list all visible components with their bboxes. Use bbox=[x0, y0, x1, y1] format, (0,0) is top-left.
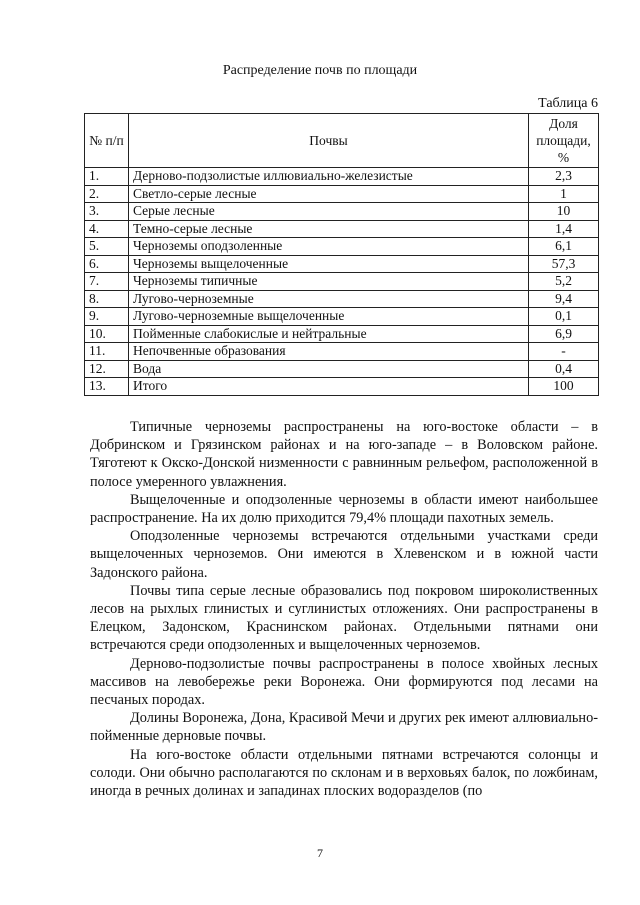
table-row bbox=[85, 238, 599, 256]
table-row bbox=[85, 185, 599, 203]
row-share: 6,1 bbox=[529, 238, 599, 256]
table-row bbox=[85, 273, 599, 291]
table-row bbox=[85, 220, 599, 238]
row-share: - bbox=[529, 343, 599, 361]
row-number: 12. bbox=[85, 360, 129, 378]
header-soils: Почвы bbox=[129, 114, 529, 168]
row-soil-name: Черноземы типичные bbox=[129, 273, 529, 291]
row-number: 11. bbox=[85, 343, 129, 361]
row-number: 3. bbox=[85, 203, 129, 221]
row-share: 57,3 bbox=[529, 255, 599, 273]
table-header-row bbox=[85, 114, 599, 168]
paragraph: На юго-востоке области отдельными пятнами встречаются солонцы и солоди. Они обычно располагаются по склонам и в верховьях балок, по ложбинам, иногда в речных долинах и западинах плоских водоразделов (по bbox=[90, 746, 598, 800]
paragraph: Почвы типа серые лесные образовались под покровом широколиственных лесов на рыхлых глинистых и суглинистых отложениях. Они распространены в Елецком, Задонском, Краснинском районах. Отдельными пятнами они встречаются среди оподзоленных и выщелоченных черноземов. bbox=[90, 582, 598, 654]
row-number: 10. bbox=[85, 325, 129, 343]
table-row bbox=[85, 203, 599, 221]
row-share: 0,1 bbox=[529, 308, 599, 326]
paragraph: Выщелоченные и оподзоленные черноземы в области имеют наибольшее распространение. На их долю приходится 79,4% площади пахотных земель. bbox=[90, 491, 598, 527]
table-row bbox=[85, 290, 599, 308]
row-share: 1 bbox=[529, 185, 599, 203]
row-soil-name: Лугово-черноземные bbox=[129, 290, 529, 308]
row-share: 2,3 bbox=[529, 168, 599, 186]
row-soil-name: Пойменные слабокислые и нейтральные bbox=[129, 325, 529, 343]
row-share: 0,4 bbox=[529, 360, 599, 378]
page-number: 7 bbox=[317, 846, 323, 860]
paragraph: Дерново-подзолистые почвы распространены в полосе хвойных лесных массивов на левобережье реки Воронежа. Они формируются под лесами на песчаных породах. bbox=[90, 655, 598, 709]
paragraph: Оподзоленные черноземы встречаются отдельными участками среди выщелоченных черноземов. Они имеются в Хлевенском и в южной части Задонского района. bbox=[90, 528, 598, 581]
header-number: № п/п bbox=[85, 114, 129, 168]
paragraph: Типичные черноземы распространены на юго-востоке области – в Добринском и Грязинском районах и на юго-западе – в Воловском районе. Тяготеют к Окско-Донской низменности с равнинным рельефом, расположенной в полосе умеренного увлажнения. bbox=[90, 419, 598, 490]
table-row bbox=[85, 255, 599, 273]
table-row bbox=[85, 325, 599, 343]
row-number: 13. bbox=[85, 378, 129, 396]
row-soil-name: Черноземы оподзоленные bbox=[129, 238, 529, 256]
table-row bbox=[85, 360, 599, 378]
row-number: 1. bbox=[85, 168, 129, 186]
row-number: 4. bbox=[85, 220, 129, 238]
row-share: 9,4 bbox=[529, 290, 599, 308]
row-number: 2. bbox=[85, 185, 129, 203]
row-soil-name: Вода bbox=[129, 360, 529, 378]
row-soil-name: Темно-серые лесные bbox=[129, 220, 529, 238]
row-share: 1,4 bbox=[529, 220, 599, 238]
header-share: Доля площади, % bbox=[529, 114, 599, 168]
row-soil-name: Итого bbox=[129, 378, 529, 396]
row-soil-name: Непочвенные образования bbox=[129, 343, 529, 361]
row-soil-name: Черноземы выщелоченные bbox=[129, 255, 529, 273]
paragraph: Долины Воронежа, Дона, Красивой Мечи и других рек имеют аллювиально-пойменные дерновые почвы. bbox=[90, 710, 598, 745]
row-soil-name: Дерново-подзолистые иллювиально-железистые bbox=[129, 168, 529, 186]
row-number: 9. bbox=[85, 308, 129, 326]
row-share: 6,9 bbox=[529, 325, 599, 343]
row-share: 10 bbox=[529, 203, 599, 221]
row-number: 6. bbox=[85, 255, 129, 273]
row-soil-name: Серые лесные bbox=[129, 203, 529, 221]
table-row bbox=[85, 343, 599, 361]
table-row bbox=[85, 308, 599, 326]
document-title: Распределение почв по площади bbox=[222, 63, 418, 78]
row-soil-name: Лугово-черноземные выщелоченные bbox=[129, 308, 529, 326]
table-row bbox=[85, 168, 599, 186]
row-number: 5. bbox=[85, 238, 129, 256]
row-soil-name: Светло-серые лесные bbox=[129, 185, 529, 203]
row-number: 8. bbox=[85, 290, 129, 308]
row-share: 100 bbox=[529, 378, 599, 396]
row-number: 7. bbox=[85, 273, 129, 291]
table-label: Таблица 6 bbox=[538, 96, 598, 111]
row-share: 5,2 bbox=[529, 273, 599, 291]
table-row-total bbox=[85, 378, 599, 396]
body-text bbox=[90, 418, 598, 800]
soil-distribution-table bbox=[84, 113, 599, 396]
